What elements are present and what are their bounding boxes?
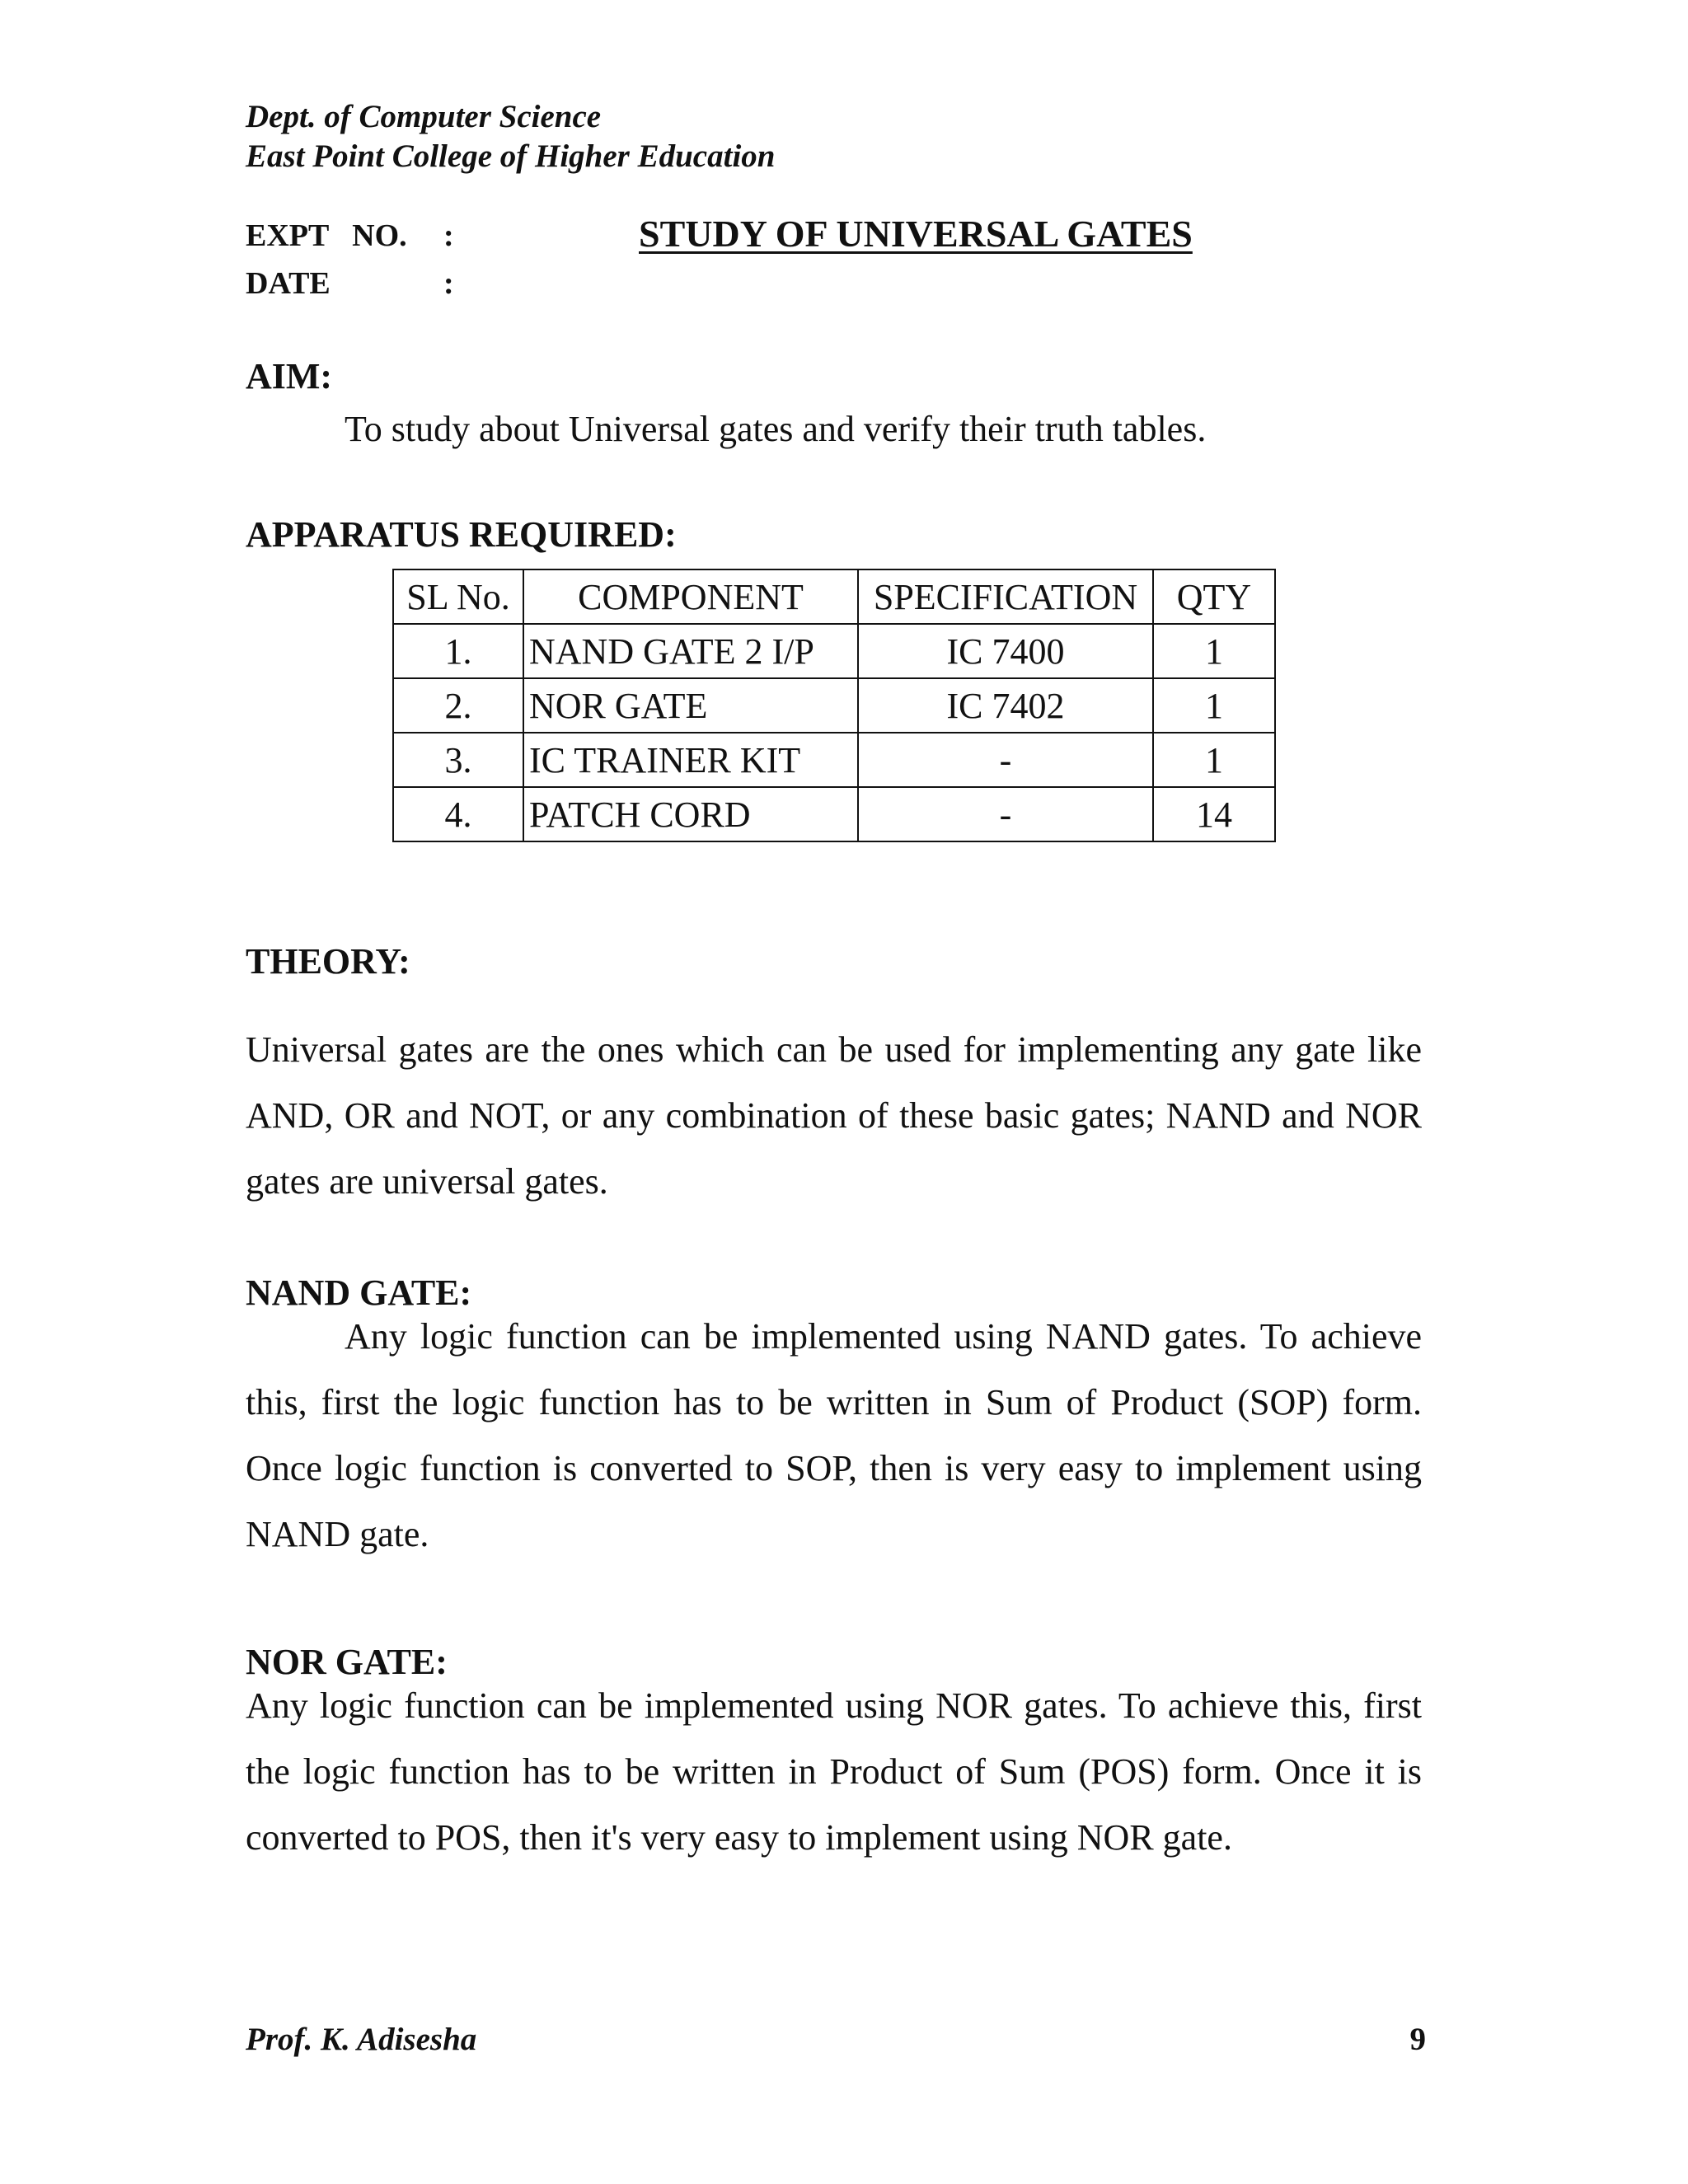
column-header-sl-no: SL No.	[393, 569, 523, 624]
nor-gate-heading: NOR GATE:	[246, 1642, 448, 1682]
cell-qty: 1	[1153, 624, 1275, 678]
cell-sl-no: 4.	[393, 787, 523, 841]
cell-specification: IC 7400	[858, 624, 1153, 678]
cell-qty: 1	[1153, 678, 1275, 733]
cell-specification: IC 7402	[858, 678, 1153, 733]
footer-author: Prof. K. Adisesha	[246, 2022, 477, 2057]
experiment-number-colon: :	[443, 218, 454, 253]
cell-qty: 14	[1153, 787, 1275, 841]
apparatus-heading: APPARATUS REQUIRED:	[246, 514, 677, 555]
department-name: Dept. of Computer Science	[246, 99, 602, 134]
nand-gate-heading: NAND GATE:	[246, 1272, 472, 1313]
column-header-component: COMPONENT	[523, 569, 858, 624]
table-header-row	[393, 569, 1275, 624]
table-row	[393, 787, 1275, 841]
page-header	[246, 97, 775, 176]
page-number: 9	[1409, 2022, 1426, 2057]
cell-component: PATCH CORD	[523, 787, 858, 841]
cell-sl-no: 1.	[393, 624, 523, 678]
cell-sl-no: 2.	[393, 678, 523, 733]
cell-component: IC TRAINER KIT	[523, 733, 858, 787]
aim-heading: AIM:	[246, 356, 333, 396]
experiment-number-label: EXPT NO.	[246, 218, 407, 253]
table-row	[393, 733, 1275, 787]
date-row	[246, 264, 454, 303]
date-colon: :	[443, 266, 454, 301]
aim-text: To study about Universal gates and verify their truth tables.	[345, 409, 1207, 449]
column-header-specification: SPECIFICATION	[858, 569, 1153, 624]
cell-qty: 1	[1153, 733, 1275, 787]
date-label: DATE	[246, 266, 331, 301]
page-title: STUDY OF UNIVERSAL GATES	[639, 213, 1193, 255]
cell-specification: -	[858, 787, 1153, 841]
cell-specification: -	[858, 733, 1153, 787]
column-header-qty: QTY	[1153, 569, 1275, 624]
cell-sl-no: 3.	[393, 733, 523, 787]
apparatus-table	[392, 569, 1276, 842]
cell-component: NOR GATE	[523, 678, 858, 733]
nor-gate-paragraph: Any logic function can be implemented using NOR gates. To achieve this, first the logic function has to be written in Product of Sum (POS) form. Once it is converted to POS, then it's very easy to implement using NOR gate.	[246, 1685, 1422, 1858]
theory-heading: THEORY:	[246, 941, 410, 982]
experiment-number-row	[246, 216, 454, 255]
nand-gate-paragraph: Any logic function can be implemented using NAND gates. To achieve this, first the logic function has to be written in Sum of Product (SOP) form. Once logic function is converted to SOP, then is very easy to implement using NAND gate.	[246, 1316, 1422, 1554]
table-row	[393, 624, 1275, 678]
cell-component: NAND GATE 2 I/P	[523, 624, 858, 678]
college-name: East Point College of Higher Education	[246, 138, 776, 174]
table-row	[393, 678, 1275, 733]
theory-paragraph: Universal gates are the ones which can be used for implementing any gate like AND, OR and NOT, or any combination of these basic gates; NAND and NOR gates are universal gates.	[246, 1029, 1422, 1202]
